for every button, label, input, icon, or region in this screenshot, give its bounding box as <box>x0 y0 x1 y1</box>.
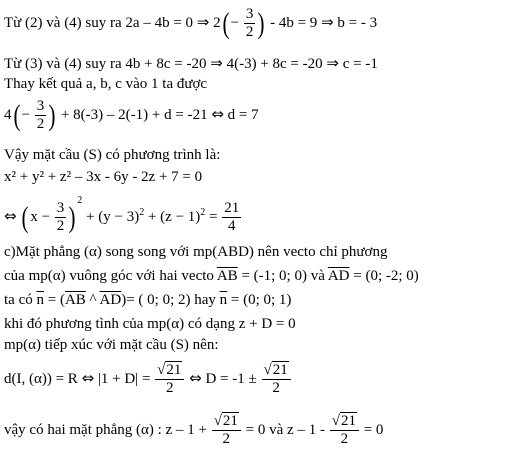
exponent: 2 <box>139 207 145 218</box>
implies-arrow-icon: ⇒ <box>321 12 334 31</box>
radicand: 21 <box>166 362 182 378</box>
fraction <box>330 413 359 448</box>
fraction <box>212 413 241 448</box>
exponent: 2 <box>200 207 206 218</box>
text: Từ (2) và (4) suy ra 2a – 4b = 0 <box>4 14 194 31</box>
equivalence-arrow-icon: ⇔ <box>81 368 95 387</box>
text: 2 <box>213 14 221 31</box>
fraction <box>262 362 291 397</box>
equals: = <box>209 209 218 225</box>
text: = ( <box>47 292 65 308</box>
line-7 <box>4 192 242 235</box>
radicand: 21 <box>222 413 238 429</box>
text: + (z − 1) <box>147 209 201 225</box>
vector-ab: $\overline{AB}$ <box>216 268 238 284</box>
fraction <box>35 98 47 133</box>
denominator: 2 <box>166 380 174 396</box>
denominator: 2 <box>340 431 349 447</box>
vector-ad: $\overline{AD}$ <box>327 268 350 284</box>
radicand: 21 <box>272 362 288 378</box>
text: Từ (3) và (4) suy ra 4b + 8c = -20 <box>4 56 207 72</box>
implies-arrow-icon: ⇒ <box>210 54 223 72</box>
left-paren: ( <box>21 200 29 234</box>
line-14 <box>4 413 383 448</box>
denominator: 2 <box>245 24 254 40</box>
text: - 4b = 9 <box>270 14 318 31</box>
fraction <box>155 362 184 397</box>
numerator: √21 <box>212 413 241 431</box>
numerator: 3 <box>56 200 65 217</box>
text: c = -1 <box>342 56 378 72</box>
left-paren: ( <box>222 6 230 40</box>
text: b = - 3 <box>337 14 378 31</box>
text: = 0 <box>363 421 384 438</box>
line-1 <box>4 6 377 41</box>
fraction <box>55 200 67 235</box>
implies-arrow-icon: ⇒ <box>326 54 339 72</box>
equivalence-arrow-icon: ⇔ <box>211 104 224 123</box>
text: ^ <box>89 292 97 308</box>
vector-n: $\overline{n}$ <box>219 292 228 308</box>
line-3: Thay kết quả a, b, c vào 1 ta được <box>4 76 208 92</box>
equivalence-arrow-icon: ⇔ <box>4 207 17 225</box>
minus: − <box>230 14 240 31</box>
minus: − <box>21 106 30 123</box>
line-10 <box>4 291 291 309</box>
line-13 <box>4 362 292 397</box>
text: vậy có hai mặt phẳng (α) : z – 1 + <box>4 421 207 438</box>
denominator: 2 <box>222 431 231 447</box>
text: d(I, (α)) = R <box>4 370 78 387</box>
line-11: khi đó phương tình của mp(α) có dạng z + D = 0 <box>4 316 296 332</box>
text: |1 + D| = <box>97 370 151 387</box>
text: 4 <box>4 106 12 123</box>
text: + (y − 3) <box>86 209 140 225</box>
line-4 <box>4 98 259 133</box>
text: x − <box>30 209 51 225</box>
text: d = 7 <box>227 106 259 123</box>
text: 4(-3) + 8c = -20 <box>226 56 323 72</box>
right-paren: ) <box>68 200 76 234</box>
text: = (0; 0; 1) <box>230 292 292 308</box>
numerator: √21 <box>330 413 359 431</box>
exponent: 2 <box>77 195 83 206</box>
denominator: 2 <box>56 218 65 235</box>
numerator: √21 <box>262 362 291 380</box>
fraction <box>244 6 256 41</box>
numerator: 3 <box>245 6 254 22</box>
numerator: √21 <box>155 362 184 380</box>
fraction <box>222 200 241 235</box>
vector-ab: $\overline{AB}$ <box>64 292 86 308</box>
denominator: 4 <box>228 218 236 235</box>
left-paren: ( <box>13 98 20 132</box>
numerator: 21 <box>224 200 240 217</box>
line-5: Vậy mặt cầu (S) có phương trình là: <box>4 147 221 163</box>
denominator: 2 <box>36 116 45 132</box>
text: = (-1; 0; 0) và <box>241 268 325 284</box>
text: D = -1 ± <box>205 370 257 387</box>
text: = (0; -2; 0) <box>353 268 419 284</box>
right-paren: ) <box>48 98 56 132</box>
equivalence-arrow-icon: ⇔ <box>189 368 202 387</box>
right-paren: ) <box>257 6 265 40</box>
numerator: 3 <box>36 98 45 114</box>
text: )= ( 0; 0; 2) hay <box>121 292 216 308</box>
equivalence-arrow-icon: ⇒ <box>196 12 210 31</box>
line-8: c)Mặt phẳng (α) song song với mp(ABD) nên vecto chỉ phương <box>4 244 388 260</box>
text: = 0 và z – 1 - <box>245 421 325 438</box>
text: ta có <box>4 292 33 308</box>
radicand: 21 <box>340 413 356 429</box>
denominator: 2 <box>272 380 280 396</box>
vector-n: $\overline{n}$ <box>36 292 44 308</box>
text: + 8(-3) – 2(-1) + d = -21 <box>60 106 208 123</box>
line-6: x² + y² + z² – 3x - 6y - 2z + 7 = 0 <box>4 169 203 185</box>
line-9 <box>4 267 419 285</box>
line-12: mp(α) tiếp xúc với mặt cầu (S) nên: <box>4 337 219 353</box>
text: của mp(α) vuông góc với hai vecto <box>4 268 214 284</box>
vector-ad: $\overline{AD}$ <box>99 292 122 308</box>
line-2 <box>4 54 378 73</box>
